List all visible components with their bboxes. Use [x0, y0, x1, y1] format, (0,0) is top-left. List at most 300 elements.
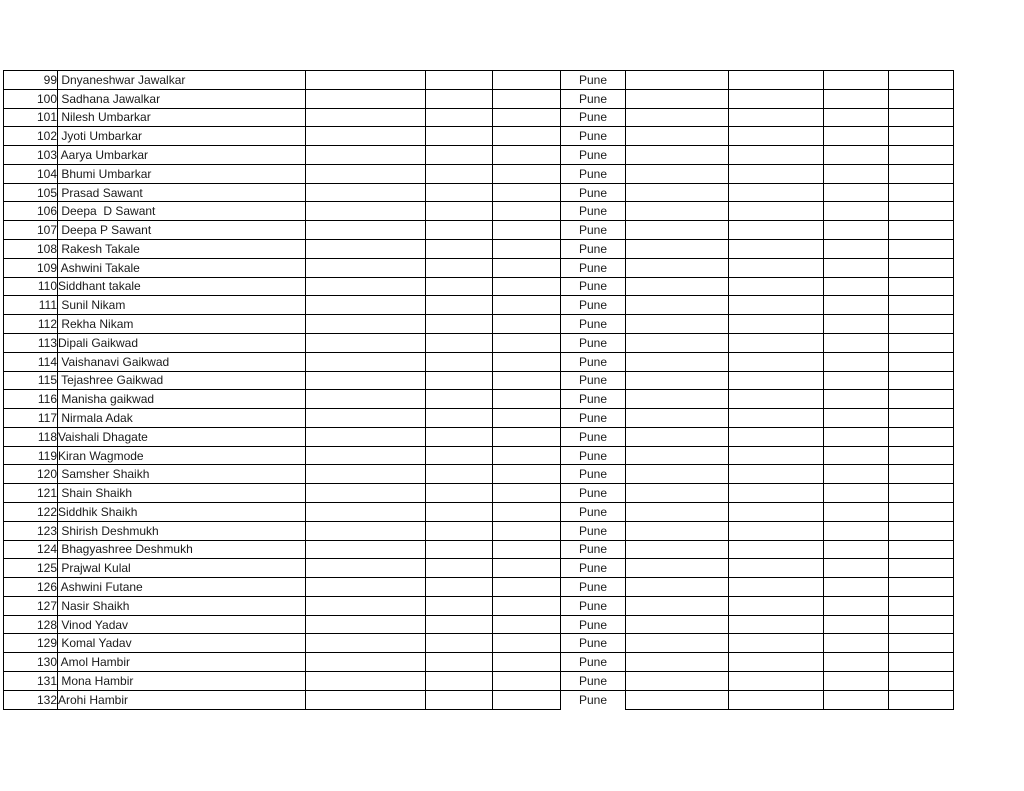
- row-number-cell: 101: [4, 108, 58, 127]
- empty-cell: [626, 502, 729, 521]
- empty-cell: [493, 352, 561, 371]
- table-row: [4, 634, 954, 653]
- name-cell: Siddhik Shaikh: [58, 502, 306, 521]
- empty-cell: [626, 409, 729, 428]
- empty-cell: [729, 183, 824, 202]
- empty-cell: [824, 409, 889, 428]
- table-row: [4, 446, 954, 465]
- city-cell: Pune: [561, 240, 626, 259]
- table-row: [4, 578, 954, 597]
- empty-cell: [306, 465, 426, 484]
- city-cell: Pune: [561, 371, 626, 390]
- empty-cell: [426, 465, 493, 484]
- empty-cell: [729, 164, 824, 183]
- empty-cell: [626, 672, 729, 691]
- empty-cell: [889, 427, 954, 446]
- empty-cell: [493, 240, 561, 259]
- empty-cell: [306, 127, 426, 146]
- empty-cell: [306, 108, 426, 127]
- empty-cell: [729, 146, 824, 165]
- empty-cell: [729, 333, 824, 352]
- empty-cell: [824, 427, 889, 446]
- row-number-cell: 106: [4, 202, 58, 221]
- empty-cell: [824, 371, 889, 390]
- empty-cell: [426, 240, 493, 259]
- empty-cell: [824, 240, 889, 259]
- empty-cell: [729, 71, 824, 90]
- row-number-cell: 99: [4, 71, 58, 90]
- empty-cell: [493, 484, 561, 503]
- city-cell: Pune: [561, 108, 626, 127]
- name-cell: Samsher Shaikh: [58, 465, 306, 484]
- empty-cell: [729, 634, 824, 653]
- row-number-cell: 114: [4, 352, 58, 371]
- name-cell: Prajwal Kulal: [58, 559, 306, 578]
- empty-cell: [729, 352, 824, 371]
- city-cell: Pune: [561, 653, 626, 672]
- empty-cell: [824, 89, 889, 108]
- name-cell: Bhumi Umbarkar: [58, 164, 306, 183]
- empty-cell: [729, 484, 824, 503]
- empty-cell: [626, 352, 729, 371]
- empty-cell: [626, 427, 729, 446]
- city-cell: Pune: [561, 521, 626, 540]
- empty-cell: [306, 409, 426, 428]
- table-row: [4, 596, 954, 615]
- empty-cell: [493, 578, 561, 597]
- empty-cell: [889, 240, 954, 259]
- empty-cell: [493, 164, 561, 183]
- empty-cell: [426, 89, 493, 108]
- empty-cell: [889, 315, 954, 334]
- empty-cell: [426, 521, 493, 540]
- empty-cell: [824, 390, 889, 409]
- empty-cell: [824, 183, 889, 202]
- empty-cell: [889, 221, 954, 240]
- row-number-cell: 103: [4, 146, 58, 165]
- empty-cell: [306, 164, 426, 183]
- empty-cell: [889, 108, 954, 127]
- row-number-cell: 113: [4, 333, 58, 352]
- empty-cell: [824, 315, 889, 334]
- empty-cell: [626, 240, 729, 259]
- empty-cell: [824, 333, 889, 352]
- empty-cell: [626, 390, 729, 409]
- empty-cell: [729, 258, 824, 277]
- city-cell: Pune: [561, 409, 626, 428]
- row-number-cell: 124: [4, 540, 58, 559]
- name-cell: Tejashree Gaikwad: [58, 371, 306, 390]
- empty-cell: [824, 127, 889, 146]
- empty-cell: [626, 202, 729, 221]
- empty-cell: [306, 615, 426, 634]
- row-number-cell: 121: [4, 484, 58, 503]
- name-cell: Manisha gaikwad: [58, 390, 306, 409]
- name-cell: Nasir Shaikh: [58, 596, 306, 615]
- empty-cell: [493, 615, 561, 634]
- name-cell: Rakesh Takale: [58, 240, 306, 259]
- table-row: [4, 183, 954, 202]
- row-number-cell: 110: [4, 277, 58, 296]
- empty-cell: [729, 615, 824, 634]
- empty-cell: [493, 465, 561, 484]
- empty-cell: [426, 164, 493, 183]
- city-cell: Pune: [561, 578, 626, 597]
- empty-cell: [426, 390, 493, 409]
- empty-cell: [493, 333, 561, 352]
- empty-cell: [493, 634, 561, 653]
- empty-cell: [306, 690, 426, 709]
- empty-cell: [306, 221, 426, 240]
- empty-cell: [306, 146, 426, 165]
- empty-cell: [626, 596, 729, 615]
- row-number-cell: 126: [4, 578, 58, 597]
- city-cell: Pune: [561, 484, 626, 503]
- row-number-cell: 116: [4, 390, 58, 409]
- empty-cell: [493, 127, 561, 146]
- empty-cell: [889, 296, 954, 315]
- empty-cell: [729, 409, 824, 428]
- empty-cell: [306, 296, 426, 315]
- empty-cell: [306, 240, 426, 259]
- empty-cell: [426, 690, 493, 709]
- empty-cell: [426, 183, 493, 202]
- name-cell: Kiran Wagmode: [58, 446, 306, 465]
- empty-cell: [889, 352, 954, 371]
- empty-cell: [306, 89, 426, 108]
- name-cell: Deepa P Sawant: [58, 221, 306, 240]
- empty-cell: [493, 89, 561, 108]
- empty-cell: [493, 559, 561, 578]
- empty-cell: [889, 202, 954, 221]
- table-row: [4, 390, 954, 409]
- empty-cell: [889, 409, 954, 428]
- city-cell: Pune: [561, 502, 626, 521]
- name-cell: Aarya Umbarkar: [58, 146, 306, 165]
- empty-cell: [426, 202, 493, 221]
- empty-cell: [426, 221, 493, 240]
- name-cell: Sadhana Jawalkar: [58, 89, 306, 108]
- city-cell: Pune: [561, 277, 626, 296]
- empty-cell: [426, 296, 493, 315]
- empty-cell: [626, 71, 729, 90]
- empty-cell: [824, 521, 889, 540]
- empty-cell: [729, 596, 824, 615]
- empty-cell: [889, 521, 954, 540]
- empty-cell: [426, 502, 493, 521]
- empty-cell: [824, 540, 889, 559]
- table-row: [4, 221, 954, 240]
- empty-cell: [626, 578, 729, 597]
- city-cell: Pune: [561, 296, 626, 315]
- empty-cell: [426, 71, 493, 90]
- table-row: [4, 502, 954, 521]
- name-cell: Vaishanavi Gaikwad: [58, 352, 306, 371]
- name-cell: Bhagyashree Deshmukh: [58, 540, 306, 559]
- empty-cell: [426, 371, 493, 390]
- table-row: [4, 108, 954, 127]
- city-cell: Pune: [561, 446, 626, 465]
- empty-cell: [493, 221, 561, 240]
- name-cell: Siddhant takale: [58, 277, 306, 296]
- empty-cell: [493, 502, 561, 521]
- empty-cell: [889, 484, 954, 503]
- table-row: [4, 371, 954, 390]
- name-cell: Ashwini Takale: [58, 258, 306, 277]
- empty-cell: [426, 127, 493, 146]
- city-cell: Pune: [561, 333, 626, 352]
- row-number-cell: 120: [4, 465, 58, 484]
- name-cell: Komal Yadav: [58, 634, 306, 653]
- empty-cell: [493, 108, 561, 127]
- table-row: [4, 258, 954, 277]
- empty-cell: [889, 164, 954, 183]
- city-cell: Pune: [561, 465, 626, 484]
- empty-cell: [493, 390, 561, 409]
- empty-cell: [889, 690, 954, 709]
- empty-cell: [626, 127, 729, 146]
- name-cell: Dnyaneshwar Jawalkar: [58, 71, 306, 90]
- empty-cell: [306, 258, 426, 277]
- empty-cell: [493, 258, 561, 277]
- empty-cell: [729, 559, 824, 578]
- empty-cell: [306, 578, 426, 597]
- name-cell: Deepa D Sawant: [58, 202, 306, 221]
- empty-cell: [626, 146, 729, 165]
- empty-cell: [626, 296, 729, 315]
- empty-cell: [626, 484, 729, 503]
- name-cell: Sunil Nikam: [58, 296, 306, 315]
- empty-cell: [729, 672, 824, 691]
- empty-cell: [306, 277, 426, 296]
- empty-cell: [889, 596, 954, 615]
- table-row: [4, 653, 954, 672]
- row-number-cell: 122: [4, 502, 58, 521]
- empty-cell: [493, 596, 561, 615]
- name-cell: Jyoti Umbarkar: [58, 127, 306, 146]
- empty-cell: [493, 371, 561, 390]
- empty-cell: [493, 202, 561, 221]
- empty-cell: [426, 108, 493, 127]
- empty-cell: [824, 202, 889, 221]
- empty-cell: [626, 540, 729, 559]
- empty-cell: [729, 108, 824, 127]
- empty-cell: [493, 653, 561, 672]
- empty-cell: [889, 634, 954, 653]
- empty-cell: [306, 371, 426, 390]
- empty-cell: [493, 521, 561, 540]
- empty-cell: [729, 653, 824, 672]
- row-number-cell: 119: [4, 446, 58, 465]
- empty-cell: [426, 446, 493, 465]
- empty-cell: [729, 202, 824, 221]
- table-row: [4, 127, 954, 146]
- row-number-cell: 118: [4, 427, 58, 446]
- empty-cell: [626, 465, 729, 484]
- table-row: [4, 277, 954, 296]
- empty-cell: [306, 71, 426, 90]
- row-number-cell: 130: [4, 653, 58, 672]
- city-cell: Pune: [561, 672, 626, 691]
- empty-cell: [824, 690, 889, 709]
- table-row: [4, 71, 954, 90]
- empty-cell: [824, 578, 889, 597]
- empty-cell: [889, 502, 954, 521]
- empty-cell: [889, 446, 954, 465]
- empty-cell: [824, 559, 889, 578]
- empty-cell: [493, 409, 561, 428]
- empty-cell: [493, 427, 561, 446]
- empty-cell: [493, 296, 561, 315]
- empty-cell: [626, 221, 729, 240]
- table-row: [4, 315, 954, 334]
- table-body: [4, 71, 954, 710]
- empty-cell: [493, 690, 561, 709]
- empty-cell: [306, 502, 426, 521]
- empty-cell: [729, 578, 824, 597]
- row-number-cell: 112: [4, 315, 58, 334]
- empty-cell: [729, 690, 824, 709]
- empty-cell: [306, 202, 426, 221]
- empty-cell: [493, 315, 561, 334]
- table-row: [4, 202, 954, 221]
- row-number-cell: 123: [4, 521, 58, 540]
- empty-cell: [306, 484, 426, 503]
- table-row: [4, 672, 954, 691]
- table-row: [4, 427, 954, 446]
- city-cell: Pune: [561, 690, 626, 709]
- row-number-cell: 105: [4, 183, 58, 202]
- empty-cell: [889, 672, 954, 691]
- empty-cell: [626, 653, 729, 672]
- table-row: [4, 352, 954, 371]
- empty-cell: [824, 653, 889, 672]
- empty-cell: [426, 634, 493, 653]
- name-cell: Amol Hambir: [58, 653, 306, 672]
- empty-cell: [729, 371, 824, 390]
- row-number-cell: 127: [4, 596, 58, 615]
- empty-cell: [626, 258, 729, 277]
- empty-cell: [824, 465, 889, 484]
- empty-cell: [889, 146, 954, 165]
- name-cell: Nilesh Umbarkar: [58, 108, 306, 127]
- city-cell: Pune: [561, 127, 626, 146]
- empty-cell: [306, 446, 426, 465]
- empty-cell: [426, 596, 493, 615]
- row-number-cell: 128: [4, 615, 58, 634]
- empty-cell: [729, 521, 824, 540]
- empty-cell: [824, 71, 889, 90]
- city-cell: Pune: [561, 615, 626, 634]
- empty-cell: [306, 596, 426, 615]
- name-cell: Arohi Hambir: [58, 690, 306, 709]
- table-row: [4, 690, 954, 709]
- empty-cell: [889, 653, 954, 672]
- table-row: [4, 465, 954, 484]
- empty-cell: [306, 672, 426, 691]
- empty-cell: [889, 71, 954, 90]
- roster-table: [3, 70, 954, 710]
- empty-cell: [306, 559, 426, 578]
- table-row: [4, 615, 954, 634]
- empty-cell: [729, 390, 824, 409]
- empty-cell: [426, 540, 493, 559]
- city-cell: Pune: [561, 596, 626, 615]
- name-cell: Vaishali Dhagate: [58, 427, 306, 446]
- empty-cell: [493, 277, 561, 296]
- empty-cell: [426, 146, 493, 165]
- empty-cell: [493, 146, 561, 165]
- name-cell: Prasad Sawant: [58, 183, 306, 202]
- table-row: [4, 240, 954, 259]
- empty-cell: [824, 258, 889, 277]
- row-number-cell: 125: [4, 559, 58, 578]
- city-cell: Pune: [561, 164, 626, 183]
- name-cell: Dipali Gaikwad: [58, 333, 306, 352]
- empty-cell: [824, 634, 889, 653]
- empty-cell: [729, 296, 824, 315]
- empty-cell: [824, 502, 889, 521]
- empty-cell: [729, 277, 824, 296]
- empty-cell: [824, 146, 889, 165]
- row-number-cell: 117: [4, 409, 58, 428]
- empty-cell: [426, 409, 493, 428]
- city-cell: Pune: [561, 202, 626, 221]
- empty-cell: [729, 221, 824, 240]
- name-cell: Vinod Yadav: [58, 615, 306, 634]
- empty-cell: [889, 465, 954, 484]
- empty-cell: [824, 596, 889, 615]
- row-number-cell: 100: [4, 89, 58, 108]
- empty-cell: [426, 653, 493, 672]
- row-number-cell: 111: [4, 296, 58, 315]
- empty-cell: [493, 183, 561, 202]
- empty-cell: [426, 315, 493, 334]
- empty-cell: [493, 71, 561, 90]
- row-number-cell: 129: [4, 634, 58, 653]
- empty-cell: [426, 258, 493, 277]
- row-number-cell: 131: [4, 672, 58, 691]
- empty-cell: [306, 352, 426, 371]
- name-cell: Ashwini Futane: [58, 578, 306, 597]
- city-cell: Pune: [561, 427, 626, 446]
- name-cell: Shain Shaikh: [58, 484, 306, 503]
- city-cell: Pune: [561, 559, 626, 578]
- empty-cell: [493, 540, 561, 559]
- row-number-cell: 108: [4, 240, 58, 259]
- empty-cell: [626, 521, 729, 540]
- city-cell: Pune: [561, 352, 626, 371]
- empty-cell: [889, 615, 954, 634]
- city-cell: Pune: [561, 71, 626, 90]
- empty-cell: [729, 89, 824, 108]
- empty-cell: [889, 258, 954, 277]
- empty-cell: [626, 446, 729, 465]
- empty-cell: [889, 578, 954, 597]
- city-cell: Pune: [561, 146, 626, 165]
- city-cell: Pune: [561, 258, 626, 277]
- empty-cell: [306, 540, 426, 559]
- empty-cell: [626, 277, 729, 296]
- empty-cell: [426, 352, 493, 371]
- row-number-cell: 109: [4, 258, 58, 277]
- empty-cell: [729, 315, 824, 334]
- empty-cell: [889, 89, 954, 108]
- empty-cell: [426, 427, 493, 446]
- empty-cell: [626, 690, 729, 709]
- empty-cell: [729, 240, 824, 259]
- empty-cell: [824, 277, 889, 296]
